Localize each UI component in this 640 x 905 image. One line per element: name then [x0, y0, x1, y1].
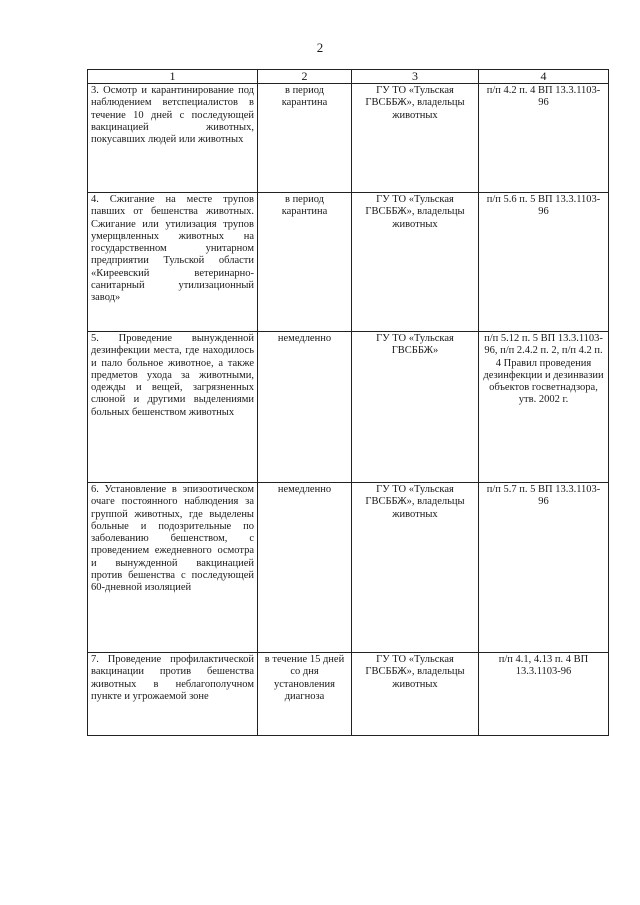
executor-cell: ГУ ТО «Тульская ГВСББЖ», владельцы животных [352, 84, 479, 193]
table-row [88, 332, 609, 483]
term-cell: в период карантина [258, 193, 352, 332]
reference-cell: п/п 5.6 п. 5 ВП 13.3.1103-96 [479, 193, 609, 332]
page-number: 2 [316, 40, 324, 55]
executor-cell: ГУ ТО «Тульская ГВСББЖ», владельцы животных [352, 193, 479, 332]
table-row [88, 193, 609, 332]
measure-cell: 6. Установление в эпизоотическом очаге постоянного наблюдения за группой животных, где выделены больные и подозрительные по заболеванию бешенством, с проведением ежедневного осмотра и вынужденной вакцинацией против бешенства с последующей 60-дневной изоляцией [88, 483, 258, 653]
term-cell: немедленно [258, 332, 352, 483]
measure-cell: 4. Сжигание на месте трупов павших от бешенства животных. Сжигание или утилизация трупов умерщвленных животных на государственном унитарном предприятии Тульской области «Киреевский ветеринарно-санитарный утилизационный завод» [88, 193, 258, 332]
column-number-2: 2 [258, 70, 352, 84]
measure-cell: 5. Проведение вынужденной дезинфекции места, где находилось и пало больное животное, а также предметов ухода за животными, одежды и вещей, загрязненных слюной и другими выделениями больных бешенством животных [88, 332, 258, 483]
table-row [88, 84, 609, 193]
executor-cell: ГУ ТО «Тульская ГВСББЖ» [352, 332, 479, 483]
table-row [88, 483, 609, 653]
reference-cell: п/п 4.1, 4.13 п. 4 ВП 13.3.1103-96 [479, 653, 609, 736]
reference-cell: п/п 5.7 п. 5 ВП 13.3.1103-96 [479, 483, 609, 653]
term-cell: в период карантина [258, 84, 352, 193]
table-row [88, 653, 609, 736]
column-number-3: 3 [352, 70, 479, 84]
measure-cell: 7. Проведение профилактической вакцинации против бешенства животных в неблагополучном пункте и угрожаемой зоне [88, 653, 258, 736]
column-number-1: 1 [88, 70, 258, 84]
measure-cell: 3. Осмотр и карантинирование под наблюдением ветспециалистов в течение 10 дней с последующей вакцинацией животных, покусавших людей или животных [88, 84, 258, 193]
table-header-row [88, 70, 609, 84]
reference-cell: п/п 5.12 п. 5 ВП 13.3.1103-96, п/п 2.4.2 п. 2, п/п 4.2 п. 4 Правил проведения дезинфекции и дезинвазии объектов госветнадзора, утв. 2002 г. [479, 332, 609, 483]
executor-cell: ГУ ТО «Тульская ГВСББЖ», владельцы животных [352, 653, 479, 736]
term-cell: в течение 15 дней со дня установления диагноза [258, 653, 352, 736]
reference-cell: п/п 4.2 п. 4 ВП 13.3.1103-96 [479, 84, 609, 193]
executor-cell: ГУ ТО «Тульская ГВСББЖ», владельцы животных [352, 483, 479, 653]
term-cell: немедленно [258, 483, 352, 653]
measures-table [87, 69, 609, 736]
column-number-4: 4 [479, 70, 609, 84]
